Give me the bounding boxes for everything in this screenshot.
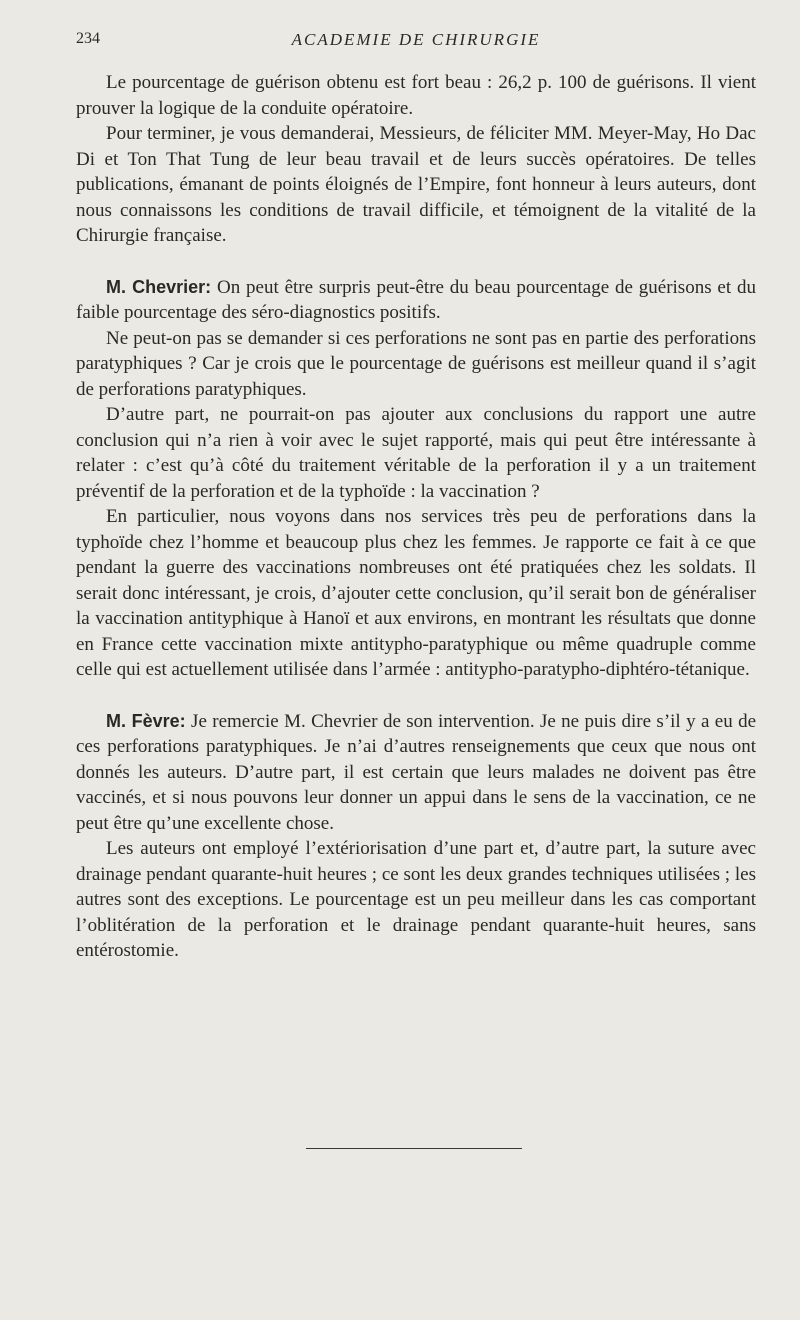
body-text <box>76 70 756 964</box>
speaker-name: M. Fèvre <box>106 710 180 731</box>
paragraph-1 <box>76 70 756 121</box>
paragraph-text: Je remercie M. Chevrier de son intervention. Je ne puis dire s’il y a eu de ces perforations paratyphiques. Je n’ai d’autres renseignements que ceux que nous ont donnés les auteurs. D’autre part, il est certain que leurs malades ne doivent pas être vaccinés, et si nous pouvons leur donner un appui dans le sens de la vaccination, ce ne peut être qu’une excellente chose. <box>76 710 757 834</box>
paragraph-4 <box>76 326 756 403</box>
speaker-colon: : <box>179 710 186 731</box>
paragraph-fevre-intro <box>76 709 756 837</box>
paragraph-text: D’autre part, ne pourrait-on pas ajouter aux conclusions du rapport une autre conclusion qui n’a rien à voir avec le sujet rapporté, mais qui peut être intéressante à relater : c’est qu’à côté du traitement véritable de la perforation il y a un traitement préventif de la perforation et de la typhoïde : la vaccination ? <box>76 404 756 502</box>
paragraph-text: Les auteurs ont employé l’extériorisation d’une part et, d’autre part, la suture avec drainage pendant quarante-huit heures ; ce sont les deux grandes techniques utilisées ; les autres sont des exceptions. Le pourcentage est un peu meilleur dans les cas comportant l’oblitération de la perforation et le drainage pendant quarante-huit heures, sans entérostomie. <box>76 838 756 961</box>
paragraph-text: Ne peut-on pas se demander si ces perforations ne sont pas en partie des perforations paratyphiques ? Car je crois que le pourcentage de guérisons est meilleur quand il s’agit de perforations paratyphiques. <box>76 327 756 400</box>
speaker-colon: : <box>205 276 212 297</box>
paragraph-text: Pour terminer, je vous demanderai, Messieurs, de féliciter MM. Meyer-May, Ho Dac Di et Ton That Tung de leur beau travail et de leurs succès opératoires. De telles publications, émanant de points éloignés de l’Empire, font honneur à leurs auteurs, dont nous connaissons les conditions de travail difficile, et témoignent de la vitalité de la Chirurgie française. <box>76 123 756 246</box>
paragraph-8 <box>76 836 756 964</box>
paragraph-text: On peut être surpris peut-être du beau pourcentage de guérisons et du faible pourcentage des séro-diagnostics positifs. <box>76 276 756 323</box>
paragraph-2 <box>76 121 756 249</box>
running-header <box>76 28 756 54</box>
paragraph-text: En particulier, nous voyons dans nos services très peu de perforations dans la typhoïde chez l’homme et beaucoup plus chez les femmes. Je rapporte ce fait à ce que pendant la guerre des vaccinations nombreuses ont été pratiquées chez les soldats. Il serait donc intéressant, je crois, d’ajouter cette conclusion, qu’il serait bon de généraliser la vaccination antityphique à Hanoï et aux environs, en montrant les résultats que donne en France cette vaccination mixte antitypho-paratyphique ou même quadruple comme celle qui est actuellement utilisée dans l’armée : antitypho-paratypho-diphtéro-tétanique. <box>76 506 756 680</box>
paragraph-chevrier-intro <box>76 275 756 326</box>
paragraph-5 <box>76 402 756 504</box>
paragraph-text: Le pourcentage de guérison obtenu est fort beau : 26,2 p. 100 de guérisons. Il vient prouver la logique de la conduite opératoire. <box>76 72 756 119</box>
page-number: 234 <box>76 30 100 47</box>
paragraph-6 <box>76 504 756 683</box>
running-title: ACADEMIE DE CHIRURGIE <box>291 30 541 49</box>
section-end-rule <box>306 1148 522 1149</box>
speaker-name: M. Chevrier <box>106 276 206 297</box>
